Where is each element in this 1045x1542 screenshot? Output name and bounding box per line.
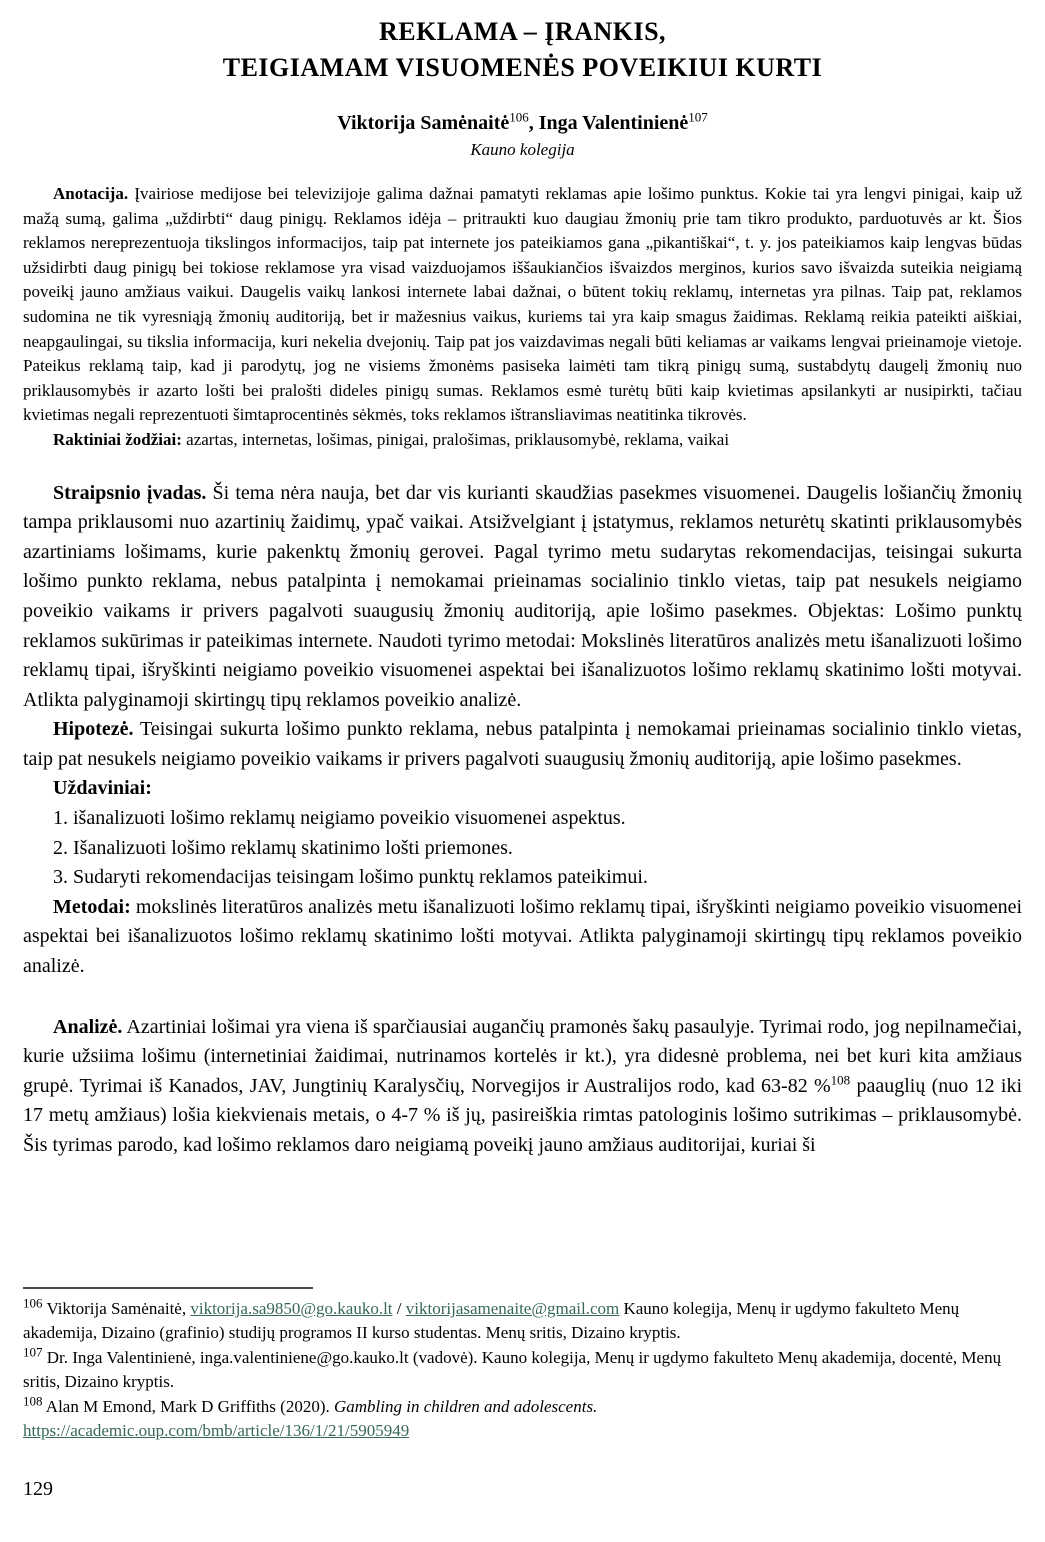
article-body xyxy=(23,479,1022,1161)
methods-label: Metodai: xyxy=(53,895,131,918)
author-1-footnote-ref: 106 xyxy=(509,109,529,125)
analysis-paragraph xyxy=(23,1013,1022,1161)
author-1-name: Viktorija Samėnaitė xyxy=(337,112,510,134)
footnote-108-text-start: Alan M Emond, Mark D Griffiths (2020). xyxy=(42,1396,334,1416)
tasks-heading xyxy=(23,774,1022,804)
abstract-text: Įvairiose medijose bei televizijoje galima dažnai pamatyti reklamas apie lošimo punktus. Kokie tai yra lengvi pinigai, kaip už mažą sumą, galima „uždirbti“ daug pinigų. Reklamos idėja – pritraukti kuo daugiau žmonių prie tam tikro produkto, parduotuvės ar kt. Šios reklamos nereprezentuoja tikslingos informacijos, taip pat internete jos pateikiamos gana „pikantiškai“, t. y. jos pateikiamos kaip lengvas būdas užsidirbti daug pinigų bei tokiose reklamose yra visad vaizduojamos iššaukiančios išvaizdos merginos, kurios savo išvaizda suteikia neigiamą poveikį jauno amžiaus vaikui. Daugelis vaikų lankosi internete labai dažnai, o būtent tokių reklamų, internetas yra pilnas. Taip pat, reklamos sudomina ne tik vyresniąją žmonių auditoriją, bet ir mažesnius vaikus, kuriems tai yra kaip smagus žaidimas. Reklamą reikia pateikti aiškiai, neapgaulingai, su tikslia informacija, kuri nekelia dvejonių. Taip pat jos vaizdavimas negali būti keliamas ar vaikams lengvai prieinamoje vietoje. Pateikus reklamą taip, kad ji parodytų, jog ne visiems žmonėms pasiseka laimėti tam tikrą pinigų sumą, sustabdytų daugelį žmonių nuo priklausomybės ir azarto lošti bei pralošti dideles pinigų sumas. Reklamos esmė turėtų būti kaip kvietimas apsilankyti ar nusipirkti, tačiau kvietimas negali reprezentuoti šimtaprocentinės sėkmės, toks reklamos ištransliavimas neatitinka tikrovės. xyxy=(23,184,1022,425)
task-item-1: 1. išanalizuoti lošimo reklamų neigiamo poveikio visuomenei aspektus. xyxy=(53,807,626,830)
author-2-footnote-ref: 107 xyxy=(688,109,708,125)
hypothesis-label: Hipotezė. xyxy=(53,718,134,741)
task-item-3: 3. Sudaryti rekomendacijas teisingam lošimo punktų reklamos pateikimui. xyxy=(53,866,648,889)
author-2-name: Inga Valentinienė xyxy=(538,112,689,134)
footnote-106-email-link-2[interactable]: viktorijasamenaite@gmail.com xyxy=(405,1299,620,1318)
footnote-108 xyxy=(23,1392,1022,1444)
footnote-108-number: 108 xyxy=(23,1392,43,1408)
abstract-paragraph xyxy=(23,182,1022,428)
analysis-label: Analizė. xyxy=(53,1015,123,1038)
analysis-text-after-ref: paauglių (nuo 12 iki 17 metų amžiaus) lošia kiekvienais metais, o 4-7 % iš jų, pasireiškia rimtas patologinis lošimo sutrikimas – priklausomybė. Šis tyrimas parodo, kad lošimo reklamos daro neigiamą poveikį jauno amžiaus auditorijai, kuriai ši xyxy=(23,1074,1022,1156)
methods-paragraph xyxy=(23,893,1022,982)
intro-paragraph xyxy=(23,479,1022,716)
intro-text: Ši tema nėra nauja, bet dar vis kurianti skaudžias pasekmes visuomenei. Daugelis lošiančių žmonių tampa priklausomi nuo azartinių žaidimų, ypač vaikai. Atsižvelgiant į įstatymus, reklamos neturėtų skatinti priklausomybės azartiniams lošimams, kurie pakenktų žmonių gerovei. Pagal tyrimo metu sudarytas rekomendacijas, teisingai sukurta lošimo punkto reklama, nebus patalpinta į nemokamai prieinamas socialinio tinklo vietas, taip pat nesukels neigiamo poveikio vaikams ir privers pagalvoti suaugusių žmonių auditoriją, apie lošimo pasekmes. Objektas: Lošimo punktų reklamos sukūrimas ir pateikimas internete. Naudoti tyrimo metodai: Mokslinės literatūros analizės metu išanalizuoti lošimo reklamų tipai, išryškinti neigiamo poveikio visuomenei aspektai bei išanalizuotos lošimo reklamų skatinimo lošti motyvai. Atlikta palyginamoji skirtingų tipų reklamos poveikio analizė. xyxy=(23,481,1023,711)
footnote-106-email-link-1[interactable]: viktorija.sa9850@go.kauko.lt xyxy=(190,1299,393,1318)
hypothesis-paragraph xyxy=(23,715,1022,774)
tasks-label: Uždaviniai: xyxy=(53,777,152,800)
footnote-107 xyxy=(23,1346,1022,1395)
methods-text: mokslinės literatūros analizės metu išanalizuoti lošimo reklamų tipai, išryškinti neigiamo poveikio visuomenei aspektai bei išanalizuotos lošimo reklamų skatinimo lošti motyvai. Atlikta palyginamoji skirtingų tipų reklamos poveikio analizė. xyxy=(23,895,1022,978)
page-number: 129 xyxy=(23,1478,53,1500)
footnote-107-text: Dr. Inga Valentinienė, inga.valentiniene@go.kauko.lt (vadovė). Kauno kolegija, Menų ir ugdymo fakulteto Menų akademija, docentė, Menų sritis, Dizaino kryptis. xyxy=(23,1347,1002,1392)
footnote-106-link-separator: / xyxy=(392,1299,406,1318)
footnote-106 xyxy=(23,1297,1022,1346)
analysis-footnote-ref: 108 xyxy=(830,1072,851,1088)
affiliation: Kauno kolegija xyxy=(470,140,575,159)
keywords-label: Raktiniai žodžiai: xyxy=(53,429,182,449)
page-title xyxy=(23,14,1022,86)
task-item-2: 2. Išanalizuoti lošimo reklamų skatinimo lošti priemones. xyxy=(53,836,513,859)
footnote-106-number: 106 xyxy=(23,1295,43,1311)
abstract-block xyxy=(23,182,1022,453)
footnote-108-title-italic: Gambling in children and adolescents. xyxy=(334,1396,598,1416)
footnote-108-url-link[interactable]: https://academic.oup.com/bmb/article/136/1/21/5905949 xyxy=(23,1421,410,1441)
footnote-separator-rule xyxy=(23,1287,313,1289)
keywords-text: azartas, internetas, lošimas, pinigai, pralošimas, priklausomybė, reklama, vaikai xyxy=(181,429,730,449)
analysis-text-before-ref: Azartiniai lošimai yra viena iš sparčiausiai augančių pramonės šakų pasaulyje. Tyrimai rodo, jog nepilnamečiai, kurie užsiima lošimu (internetiniai žaidimai, nutrinamos kortelės ir kt.), yra didesnė problema, nei bet kuri kita amžiaus grupė. Tyrimai iš Kanados, JAV, Jungtinių Karalysčių, Norvegijos ir Australijos rodo, kad 63-82 % xyxy=(23,1015,1022,1097)
abstract-label: Anotacija. xyxy=(53,184,129,203)
footnote-106-text-start: Viktorija Samėnaitė, xyxy=(42,1299,191,1318)
footnote-106-text-end: Kauno kolegija, Menų ir ugdymo fakulteto Menų akademija, Dizaino (grafinio) studijų programos II kurso studentas. Menų sritis, Dizaino kryptis. xyxy=(23,1299,960,1343)
hypothesis-text: Teisingai sukurta lošimo punkto reklama, nebus patalpinta į nemokamai prieinamas socialinio tinklo vietas, taip pat nesukels neigiamo poveikio vaikams ir privers pagalvoti suaugusių žmonių auditoriją, apie lošimo pasekmes. xyxy=(23,718,1022,770)
keywords-paragraph xyxy=(23,428,1022,453)
intro-label: Straipsnio įvadas. xyxy=(53,481,207,504)
footnote-107-number: 107 xyxy=(23,1344,43,1360)
title-line-1: REKLAMA – ĮRANKIS, xyxy=(378,17,667,46)
footnotes-block xyxy=(23,1297,1022,1443)
authors-separator: , xyxy=(528,112,539,134)
authors-line xyxy=(23,110,1022,136)
title-line-2: TEIGIAMAM VISUOMENĖS POVEIKIUI KURTI xyxy=(222,53,823,82)
